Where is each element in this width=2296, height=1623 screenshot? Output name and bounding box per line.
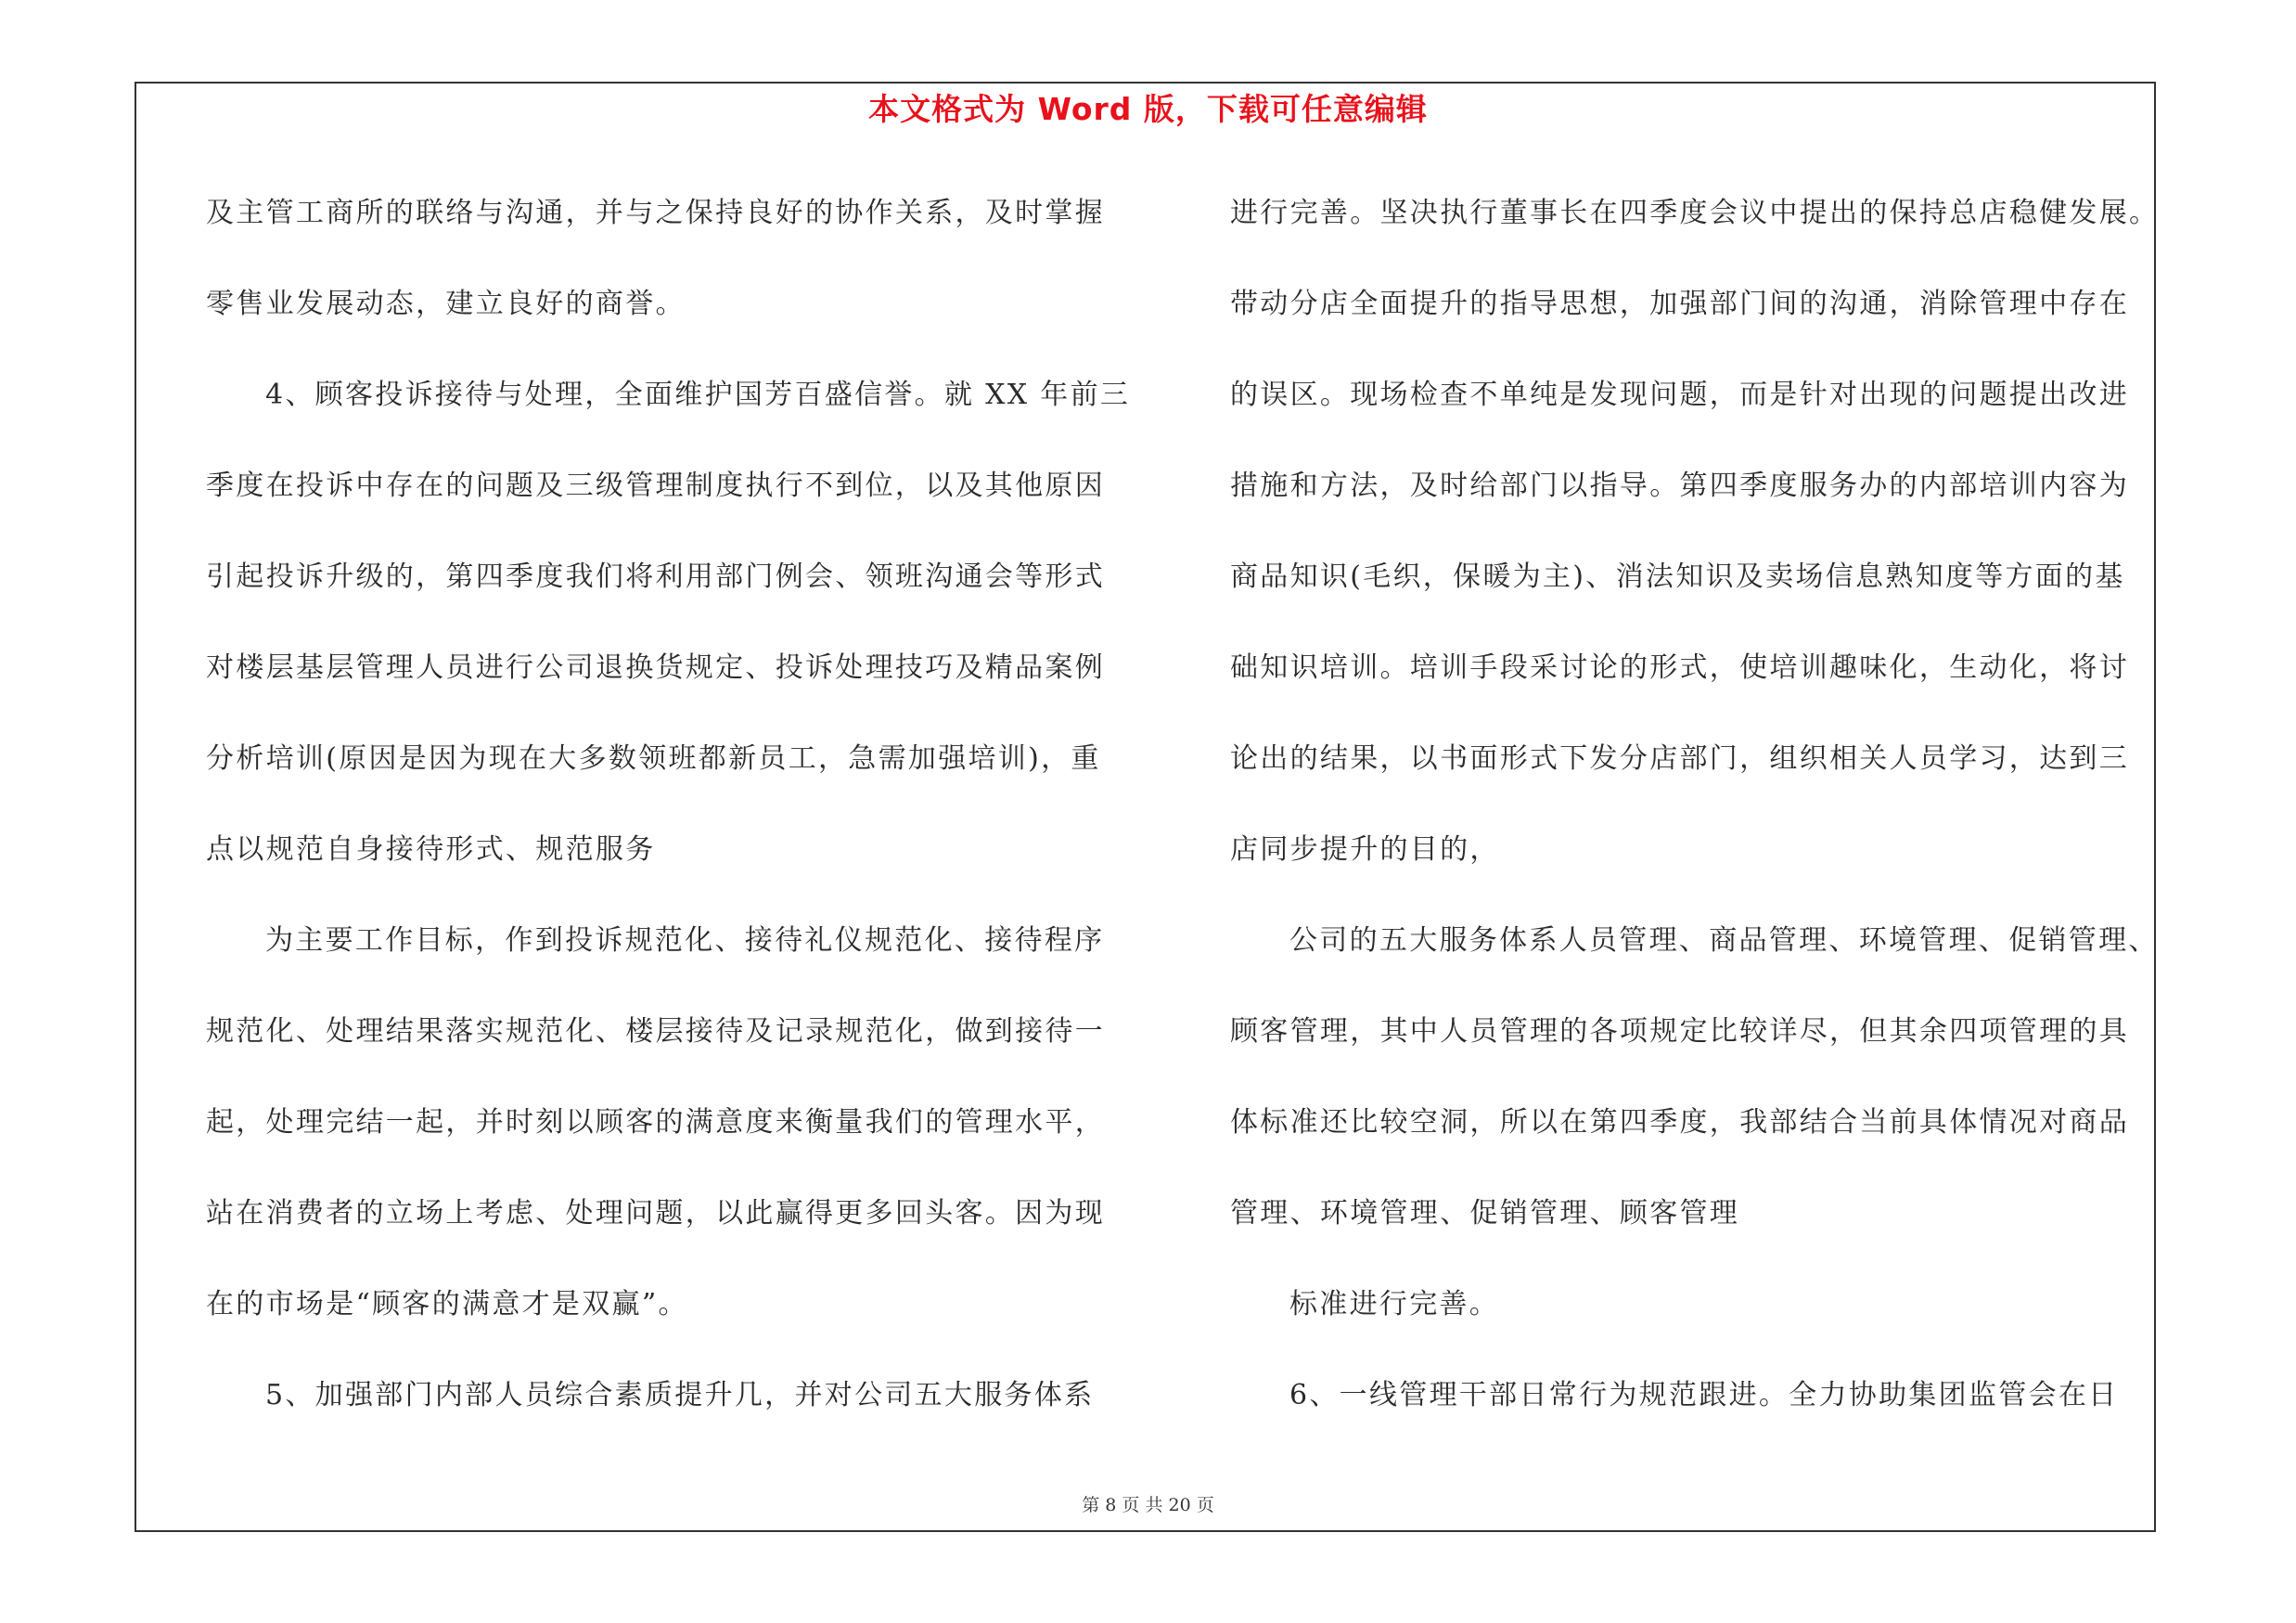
text-line: 零售业发展动态，建立良好的商誉。 (206, 288, 686, 320)
text-line: 础知识培训。培训手段采讨论的形式，使培训趣味化，生动化，将讨 (1230, 651, 2129, 684)
text-line: 为主要工作目标，作到投诉规范化、接待礼仪规范化、接待程序 (265, 924, 1105, 957)
text-line: 的误区。现场检查不单纯是发现问题，而是针对出现的问题提出改进 (1230, 379, 2129, 411)
left-text-column (206, 186, 1143, 1459)
text-line: 5、加强部门内部人员综合素质提升几，并对公司五大服务体系 (265, 1379, 1095, 1411)
text-line: 起，处理完结一起，并时刻以顾客的满意度来衡量我们的管理水平， (206, 1106, 1105, 1139)
text-line: 体标准还比较空洞，所以在第四季度，我部结合当前具体情况对商品 (1230, 1106, 2129, 1139)
text-line: 站在消费者的立场上考虑、处理问题，以此赢得更多回头客。因为现 (206, 1197, 1105, 1230)
text-line: 规范化、处理结果落实规范化、楼层接待及记录规范化，做到接待一 (206, 1015, 1105, 1048)
text-line: 6、一线管理干部日常行为规范跟进。全力协助集团监管会在日 (1289, 1379, 2119, 1411)
text-line: 点以规范自身接待形式、规范服务 (206, 833, 656, 866)
text-line: 引起投诉升级的，第四季度我们将利用部门例会、领班沟通会等形式 (206, 560, 1105, 593)
text-line: 标准进行完善。 (1289, 1288, 1500, 1320)
text-line: 及主管工商所的联络与沟通，并与之保持良好的协作关系，及时掌握 (206, 197, 1105, 229)
text-line: 公司的五大服务体系人员管理、商品管理、环境管理、促销管理、 (1289, 924, 2159, 957)
text-line: 进行完善。坚决执行董事长在四季度会议中提出的保持总店稳健发展。 (1230, 197, 2160, 229)
text-line: 季度在投诉中存在的问题及三级管理制度执行不到位，以及其他原因 (206, 470, 1105, 502)
text-line: 4、顾客投诉接待与处理，全面维护国芳百盛信誉。就 XX 年前三 (265, 379, 1131, 411)
text-line: 分析培训(原因是因为现在大多数领班都新员工，急需加强培训)，重 (206, 742, 1101, 775)
text-line: 管理、环境管理、促销管理、顾客管理 (1230, 1197, 1740, 1230)
text-line: 商品知识(毛织，保暖为主)、消法知识及卖场信息熟知度等方面的基 (1230, 560, 2125, 593)
text-line: 带动分店全面提升的指导思想，加强部门间的沟通，消除管理中存在 (1230, 288, 2129, 320)
text-line: 论出的结果，以书面形式下发分店部门，组织相关人员学习，达到三 (1230, 742, 2129, 775)
format-banner: 本文格式为 Word 版，下载可任意编辑 (868, 91, 1428, 127)
page-number-footer: 第 8 页 共 20 页 (1082, 1495, 1214, 1515)
right-text-column (1230, 186, 2167, 1459)
text-line: 对楼层基层管理人员进行公司退换货规定、投诉处理技巧及精品案例 (206, 651, 1105, 684)
text-line: 在的市场是“顾客的满意才是双赢”。 (206, 1288, 688, 1320)
text-line: 顾客管理，其中人员管理的各项规定比较详尽，但其余四项管理的具 (1230, 1015, 2129, 1048)
text-line: 店同步提升的目的， (1230, 833, 1500, 866)
text-line: 措施和方法，及时给部门以指导。第四季度服务办的内部培训内容为 (1230, 470, 2129, 502)
